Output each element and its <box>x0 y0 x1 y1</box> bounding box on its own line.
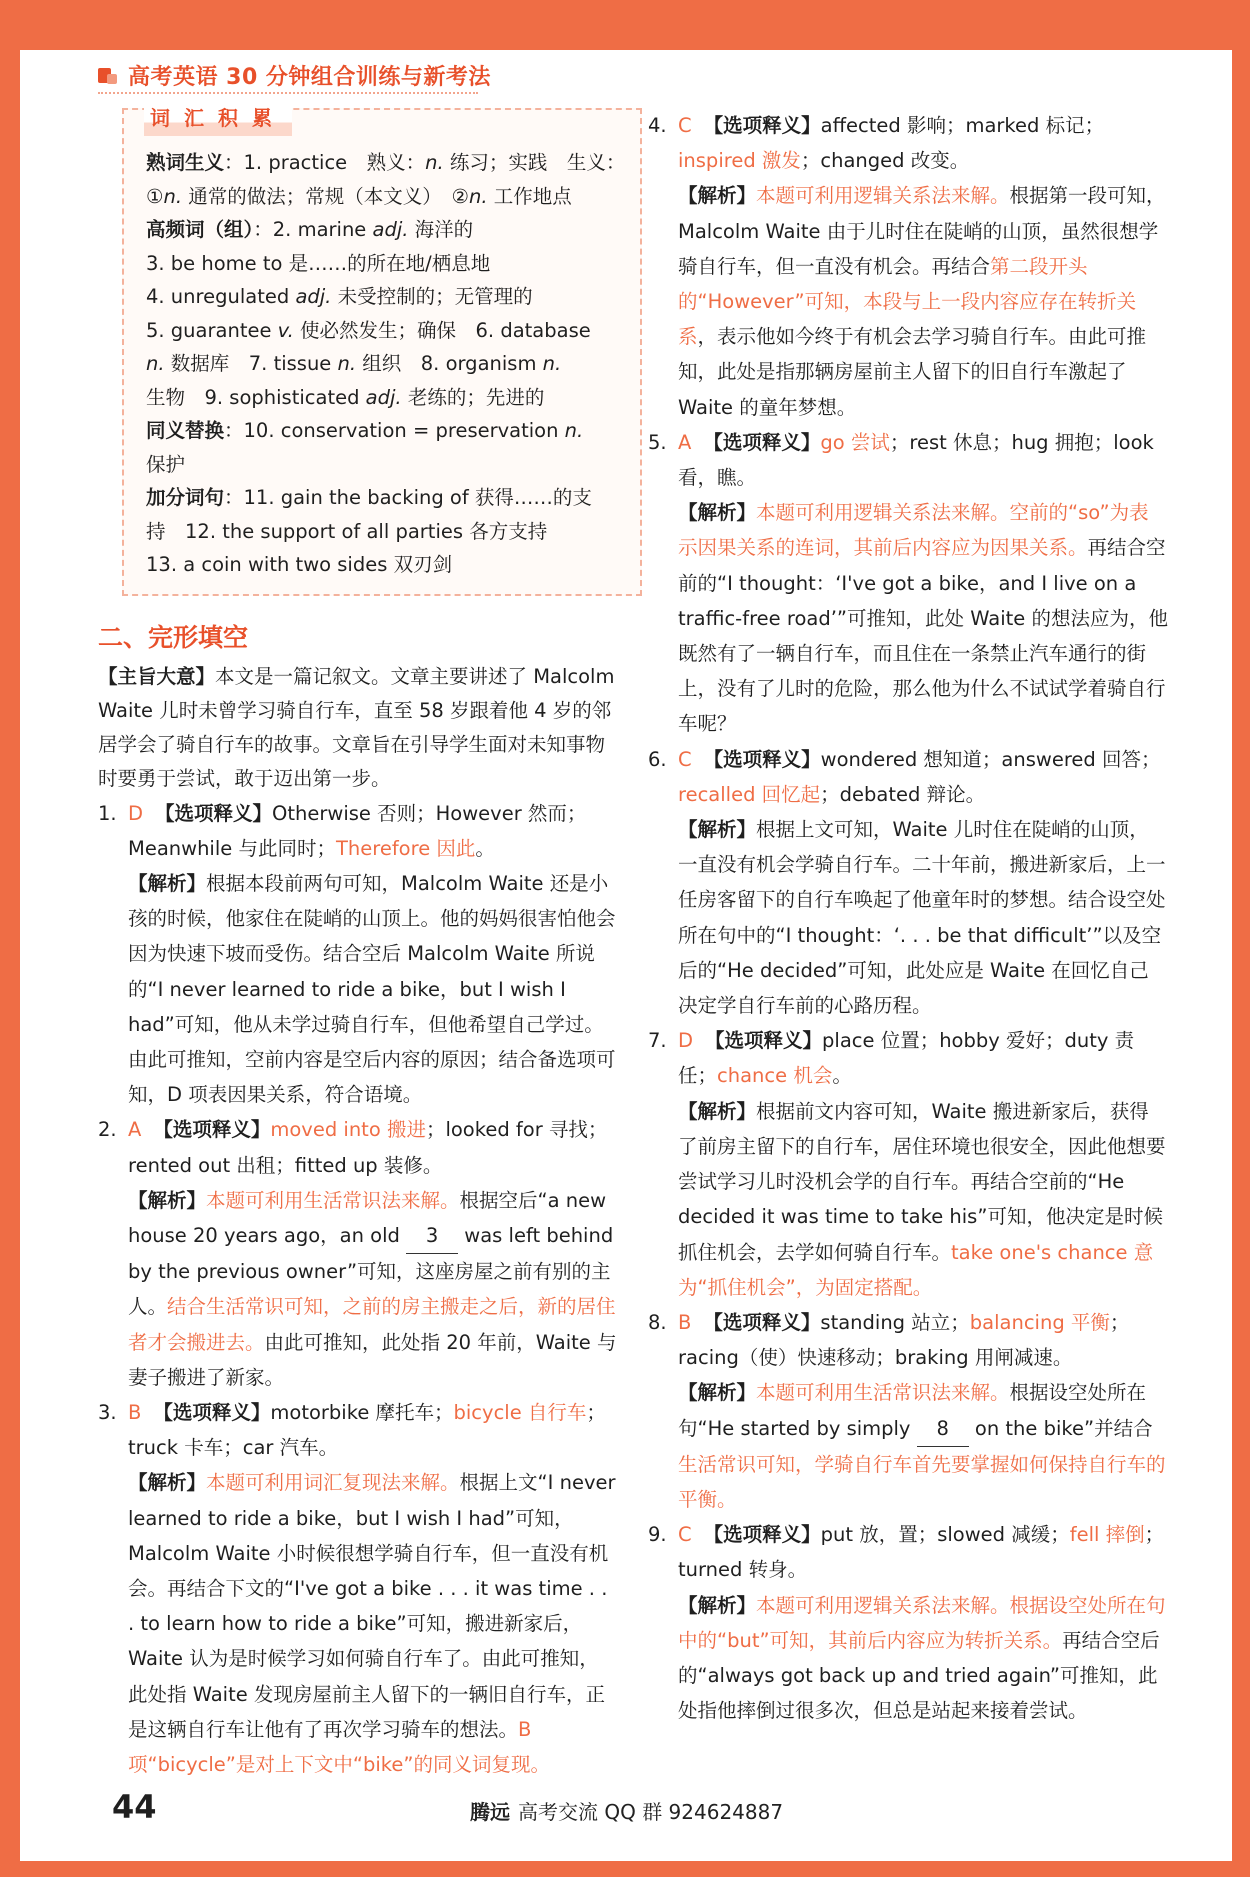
answer-item <box>648 425 1168 742</box>
text-run: 练习；实践 生义： <box>443 151 626 174</box>
analysis-paragraph <box>128 1465 618 1782</box>
page-frame-right <box>1232 0 1250 1877</box>
page-frame-top <box>0 0 1250 50</box>
text-run: 海洋的 <box>408 218 474 241</box>
text-run: wondered 想知道；answered 回答； <box>820 747 1161 771</box>
item-number: 7. <box>648 1029 667 1053</box>
header-title: 高考英语 30 分钟组合训练与新考法 <box>128 65 491 90</box>
vocab-line <box>146 280 626 314</box>
text-run: 再结合空前的“I thought：‘I've got a bike，and I live on a traffic-free road’”可推知，此处 Waite 的想法应为，他既然有了一辆自行车，而且住在一条禁止汽车通行的街上，没有了儿时的危险，那么他为什么不试试学着骑自行车呢？ <box>678 536 1168 736</box>
option-explanation <box>128 1395 618 1465</box>
answer-item <box>648 1023 1168 1305</box>
header-divider <box>98 92 478 94</box>
label-text: 【选项释义】 <box>155 801 273 825</box>
highlight-text: 结合生活常识可知，之前的房主搬走之后，新的居住者才会搬进去。 <box>128 1295 616 1354</box>
label-text: 高频词（组） <box>146 218 254 241</box>
text-run: ：2. marine <box>253 218 373 241</box>
footer-brand: 腾远 <box>470 1800 510 1824</box>
highlight-text: 本题可利用生活常识法来解。 <box>206 1188 460 1212</box>
text-run: n. <box>564 419 584 442</box>
text-run: n. <box>425 151 444 174</box>
text-run: 13. a coin with two sides 双刃剑 <box>146 553 453 576</box>
text-run: Otherwise 否则；However 然而；Meanwhile 与此同时； <box>128 801 587 860</box>
label-text: 【解析】 <box>678 184 757 208</box>
text-run: 持 12. the support of all parties 各方支持 <box>146 519 548 543</box>
option-explanation <box>128 1112 618 1182</box>
highlight-text: go 尝试 <box>820 430 890 454</box>
left-column <box>98 106 626 1782</box>
text-run: n. <box>468 184 488 208</box>
text-run: ；debated 辩论。 <box>820 782 986 806</box>
text-run: 根据前文内容可知，Waite 搬进新家后，获得了前房主留下的自行车，居住环境也很安全，因此他想要尝试学习儿时没机会学的自行车。再结合空前的“He decided it was time to take his”可知，他决定是时候抓住机会，去学如何骑自行车。 <box>678 1099 1166 1264</box>
item-number: 4. <box>648 114 667 137</box>
text-run: ；rest 休息；hug 拥抱；look 看，瞧。 <box>678 430 1154 490</box>
page-frame-bottom <box>0 1861 1250 1877</box>
label-text: 熟词生义 <box>146 151 225 174</box>
item-number: 3. <box>98 1400 117 1424</box>
highlight-text: 本题可利用逻辑关系法来解。 <box>756 184 1010 208</box>
label-text: 【解析】 <box>678 1381 757 1405</box>
text-run: 根据上文可知，Waite 儿时住在陡峭的山顶，一直没有机会学骑自行车。二十年前，搬进新家后，上一任房客留下的自行车唤起了他童年时的梦想。结合设空处所在句中的“I thought：‘. . . be that difficult’”以及空后的“He decided”可知，此处应是 Waite 在回忆自己决定学自行车前的心路历程。 <box>678 818 1166 1018</box>
vocab-line <box>146 180 626 214</box>
text-run: 组织 8. organism <box>356 352 543 375</box>
text-run: 根据本段前两句可知，Malcolm Waite 还是小孩的时候，他家住在陡峭的山顶上。他的妈妈很害怕他会因为快速下坡而受伤。结合空后 Malcolm Waite 所说的“I never learned to ride a bike，but I wish I had”可知，他从未学过骑自行车，但他希望自己学过。由此可推知，空前内容是空后内容的原因；结合备选项可知，D 项表因果关系，符合语境。 <box>128 871 616 1107</box>
text-run: n. <box>146 352 165 375</box>
label-text: 【主旨大意】 <box>98 664 216 688</box>
text-run: n. <box>337 352 357 375</box>
text-run: ：11. gain the backing of 获得……的支 <box>224 486 592 509</box>
vocab-line <box>146 515 626 549</box>
highlight-text: inspired 激发 <box>678 149 801 173</box>
label-text: 【解析】 <box>678 1099 757 1123</box>
text-run: 生物 9. sophisticated <box>146 385 366 409</box>
text-run: affected 影响；marked 标记； <box>820 114 1105 137</box>
text-run: 工作地点 <box>487 184 572 208</box>
item-number: 1. <box>98 801 117 825</box>
text-run: 数据库 7. tissue <box>164 352 338 375</box>
answer-letter: D <box>128 801 144 825</box>
answer-letter: B <box>128 1400 142 1424</box>
text-run: ：10. conservation = preservation <box>224 419 565 442</box>
item-number: 5. <box>648 430 667 454</box>
text-run: put 放，置；slowed 减缓； <box>820 1523 1070 1547</box>
text-run: 。 <box>475 836 495 860</box>
highlight-text: fell 摔倒 <box>1069 1523 1145 1547</box>
vocab-line <box>146 414 626 448</box>
label-text: 【选项释义】 <box>703 1523 821 1547</box>
text-run: n. <box>163 184 183 208</box>
analysis-paragraph <box>678 1375 1168 1517</box>
label-text: 【解析】 <box>678 501 757 525</box>
highlight-text: chance 机会 <box>717 1064 833 1088</box>
label-text: 【解析】 <box>128 1471 207 1495</box>
text-run: ；racing（使）快速移动；braking 用闸减速。 <box>678 1310 1130 1370</box>
text-run: 使必然发生；确保 6. database <box>293 318 591 342</box>
text-run: 再结合空后的“always got back up and tried again”可推知，此处指他摔倒过很多次，但总是站起来接着尝试。 <box>678 1628 1160 1723</box>
highlight-text: take one's chance 意为“抓住机会”，为固定搭配。 <box>678 1240 1154 1299</box>
analysis-paragraph <box>678 178 1168 424</box>
label-text: 【选项释义】 <box>153 1118 271 1142</box>
vocab-line <box>146 548 626 582</box>
page-number: 44 <box>112 1788 157 1826</box>
highlight-text: 第二段开头的“However”可知，本段与上一段内容应存在转折关系 <box>678 254 1137 349</box>
analysis-paragraph <box>128 1183 618 1395</box>
label-text: 【选项释义】 <box>703 747 821 771</box>
text-run: 根据上文“I never learned to ride a bike，but I wish I had”可知，Malcolm Waite 小时候很想学骑自行车，但一直没有机会。再结合下文的“I've got a bike . . . it was time . . . to learn how to ride a bike”可知，搬进新家后，Waite 认为是时候学习如何骑自行车了。由此可推知，此处指 Waite 发现房屋前主人留下的一辆旧自行车，正是这辆自行车让他有了再次学习骑车的想法。 <box>128 1471 616 1741</box>
text-run: 通常的做法；常规（本文义） ② <box>182 184 469 208</box>
label-text: 【解析】 <box>678 1593 757 1617</box>
text-run: 老练的；先进的 <box>401 385 545 409</box>
analysis-paragraph <box>128 866 618 1112</box>
option-explanation <box>678 108 1168 178</box>
answer-letter: C <box>678 747 692 771</box>
section-title: 二、完形填空 <box>98 622 249 652</box>
highlight-text: balancing 平衡 <box>969 1310 1110 1334</box>
text-run: 。 <box>832 1064 852 1088</box>
page-footer <box>0 1788 1250 1828</box>
text-run: standing 站立； <box>820 1310 970 1334</box>
highlight-text: B 项“bicycle”是对上下文中“bike”的同义词复现。 <box>128 1717 550 1776</box>
vocab-line <box>146 481 626 515</box>
label-text: 【选项释义】 <box>703 430 821 454</box>
answer-letter: B <box>678 1310 692 1334</box>
text-run: adj. <box>365 385 402 409</box>
option-explanation <box>128 796 618 866</box>
label-text: 【选项释义】 <box>703 114 821 137</box>
highlight-text: 本题可利用逻辑关系法来解。根据设空处所在句中的“but”可知，其前后内容应为转折关系。 <box>678 1593 1166 1652</box>
footer-text <box>470 1796 783 1825</box>
text-run: motorbike 摩托车； <box>270 1400 454 1424</box>
analysis-paragraph <box>678 812 1168 1023</box>
text-run: 未受控制的；无管理的 <box>331 285 533 308</box>
text-run: 保护 <box>146 452 186 476</box>
text-run: on the bike”并结合 <box>968 1416 1153 1440</box>
text-run: ：1. practice 熟义： <box>224 151 426 174</box>
analysis-paragraph <box>678 1094 1168 1305</box>
vocab-box <box>122 108 642 596</box>
summary-paragraph <box>98 660 618 796</box>
text-run: 由此可推知，此处指 20 年前，Waite 与妻子搬进了新家。 <box>128 1330 617 1389</box>
label-text: 【选项释义】 <box>705 1029 823 1053</box>
label-text: 加分词句 <box>146 486 225 509</box>
option-explanation <box>678 1305 1168 1375</box>
answer-item <box>648 108 1168 425</box>
label-text: 【选项释义】 <box>703 1310 821 1334</box>
vocab-line <box>146 213 626 247</box>
page-header <box>98 60 491 91</box>
label-text: 【解析】 <box>678 818 757 842</box>
analysis-paragraph <box>678 495 1168 741</box>
vocab-line <box>146 146 626 180</box>
option-explanation <box>678 425 1168 495</box>
text-run: v. <box>277 318 294 342</box>
text-run: ；turned 转身。 <box>678 1523 1165 1582</box>
vocab-line <box>146 448 626 482</box>
highlight-text: 本题可利用生活常识法来解。 <box>756 1381 1010 1405</box>
text-run: place 位置；hobby 爱好；duty 责任； <box>678 1029 1135 1088</box>
vocab-line <box>146 347 626 381</box>
item-number: 9. <box>648 1523 667 1547</box>
highlight-text: Therefore 因此 <box>335 836 476 860</box>
text-run: 根据第一段可知，Malcolm Waite 由于儿时住在陡峭的山顶，虽然很想学骑自行车，但一直没有机会。再结合 <box>678 184 1166 278</box>
item-number: 8. <box>648 1310 667 1334</box>
book-icon <box>98 66 118 86</box>
left-answer-list <box>98 796 618 1783</box>
item-number: 2. <box>98 1118 117 1142</box>
vocab-title: 词汇积累 <box>144 102 292 136</box>
option-explanation <box>678 1023 1168 1093</box>
vocab-line <box>146 381 626 415</box>
highlight-text: moved into 搬进 <box>270 1118 426 1142</box>
text-run: adj. <box>372 218 409 241</box>
answer-letter: D <box>678 1029 694 1053</box>
answer-item <box>98 796 618 1113</box>
text-run: 3. be home to 是……的所在地/栖息地 <box>146 251 491 275</box>
answer-letter: C <box>678 1523 692 1547</box>
option-explanation <box>678 1517 1168 1587</box>
vocab-line <box>146 314 626 348</box>
text-run: n. <box>542 352 562 375</box>
right-answer-list <box>648 108 1168 1728</box>
answer-item <box>648 1305 1168 1517</box>
text-run: ；looked for 寻找；rented out 出租；fitted up 装修。 <box>128 1118 608 1177</box>
highlight-text: 生活常识可知，学骑自行车首先要掌握如何保持自行车的平衡。 <box>678 1452 1166 1511</box>
text-run: adj. <box>295 285 332 308</box>
label-text: 【选项释义】 <box>153 1400 271 1424</box>
answer-letter: A <box>678 430 692 454</box>
right-column <box>648 108 1168 1728</box>
option-explanation <box>678 742 1168 812</box>
blank-number: 3 <box>406 1218 458 1254</box>
blank-number: 8 <box>917 1411 969 1447</box>
answer-item <box>98 1112 618 1395</box>
label-text: 同义替换 <box>146 419 225 442</box>
answer-item <box>648 742 1168 1024</box>
highlight-text: bicycle 自行车 <box>453 1400 587 1424</box>
text-run: was left behind by the previous owner”可知，这座房屋之前有别的主人。 <box>128 1223 614 1319</box>
text-run: 5. guarantee <box>146 318 278 342</box>
text-run: 本文是一篇记叙文。文章主要讲述了 Malcolm Waite 儿时未曾学习骑自行车，直至 58 岁跟着他 4 岁的邻居学会了骑自行车的故事。文章旨在引导学生面对未知事物时要勇于尝试，敢于迈出第一步。 <box>98 664 615 790</box>
text-run: ① <box>146 184 164 208</box>
vocab-lines <box>146 146 626 582</box>
text-run: ，表示他如今终于有机会去学习骑自行车。由此可推知，此处是指那辆房屋前主人留下的旧自行车激起了 Waite 的童年梦想。 <box>678 325 1147 419</box>
text-run: ；truck 卡车；car 汽车。 <box>128 1400 606 1460</box>
answer-item <box>648 1517 1168 1728</box>
text-run: 根据设空处所在句“He started by simply <box>678 1381 1147 1440</box>
answer-letter: A <box>128 1118 142 1142</box>
analysis-paragraph <box>678 1588 1168 1729</box>
highlight-text: recalled 回忆起 <box>678 782 821 806</box>
text-run: 根据空后“a new house 20 years ago，an old <box>128 1188 607 1247</box>
footer-qq-group: 高考交流 QQ 群 924624887 <box>518 1800 784 1824</box>
label-text: 【解析】 <box>128 1188 207 1212</box>
answer-item <box>98 1395 618 1782</box>
vocab-line <box>146 247 626 281</box>
page-frame-left <box>0 0 20 1877</box>
answer-letter: C <box>678 114 692 137</box>
label-text: 【解析】 <box>128 871 207 895</box>
highlight-text: 本题可利用逻辑关系法来解。空前的“so”为表示因果关系的连词，其前后内容应为因果关系。 <box>678 501 1149 560</box>
item-number: 6. <box>648 747 667 771</box>
text-run: ；changed 改变。 <box>800 149 970 173</box>
highlight-text: 本题可利用词汇复现法来解。 <box>206 1471 460 1495</box>
text-run: 4. unregulated <box>146 285 296 308</box>
